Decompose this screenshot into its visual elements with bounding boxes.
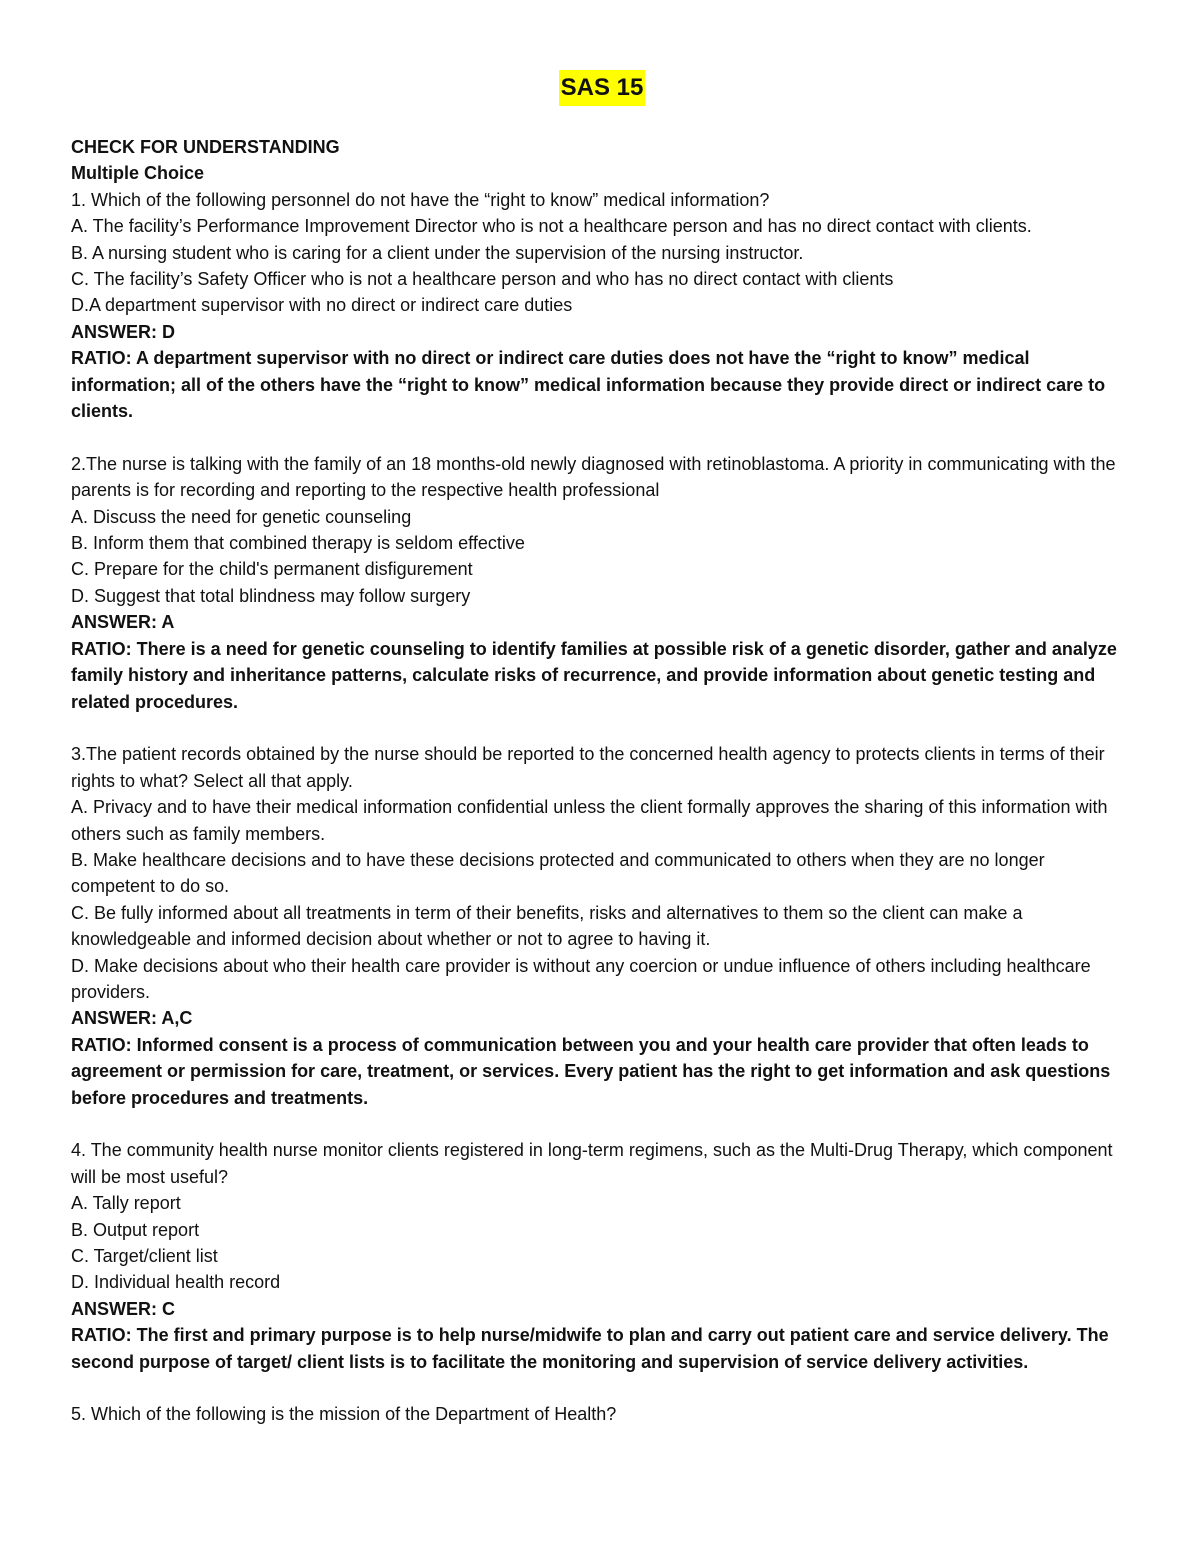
question-3 [71,741,1133,1111]
option-d: D. Suggest that total blindness may follow surgery [71,585,471,606]
title-row [71,70,1133,106]
question-stem: 1. Which of the following personnel do not have the “right to know” medical information? [71,189,770,210]
question-4 [71,1137,1133,1375]
answer-line: ANSWER: C [71,1298,175,1319]
ratio-text: RATIO: There is a need for genetic counseling to identify families at possible risk of a genetic disorder, gather and analyze family history and inheritance patterns, calculate risks of recurrence, and provide information about genetic testing and related procedures. [71,638,1117,712]
answer-line: ANSWER: A,C [71,1008,193,1029]
document-title: SAS 15 [559,70,646,106]
answer-line: ANSWER: A [71,612,175,633]
question-stem: 2.The nurse is talking with the family of an 18 months-old newly diagnosed with retinoblastoma. A priority in communicating with the parents is for recording and reporting to the respective health professional [71,453,1116,501]
option-d: D. Individual health record [71,1272,281,1293]
section-heading: CHECK FOR UNDERSTANDING [71,137,340,157]
document-page [71,70,1133,1428]
option-a: A. Discuss the need for genetic counseling [71,506,412,527]
ratio-text: RATIO: The first and primary purpose is to help nurse/midwife to plan and carry out patient care and service delivery. The second purpose of target/ client lists is to facilitate the monitoring and supervision of service delivery activities. [71,1325,1109,1372]
option-d: D. Make decisions about who their health care provider is without any coercion or undue influence of others including healthcare providers. [71,955,1091,1002]
option-c: C. Prepare for the child's permanent disfigurement [71,559,473,580]
spacer [71,1111,1133,1137]
option-c: C. Be fully informed about all treatments in term of their benefits, risks and alternatives to them so the client can make a knowledgeable and informed decision about whether or not to agree to having it. [71,902,1023,950]
question-stem: 3.The patient records obtained by the nurse should be reported to the concerned health agency to protects clients in terms of their rights to what? Select all that apply. [71,744,1105,791]
option-a: A. The facility’s Performance Improvement Director who is not a healthcare person and has no direct contact with clients. [71,216,1032,237]
question-5 [71,1401,1133,1427]
option-a: A. Privacy and to have their medical information confidential unless the client formally approves the sharing of this information with others such as family members. [71,797,1108,844]
question-2 [71,451,1133,715]
spacer [71,715,1133,741]
option-a: A. Tally report [71,1193,181,1214]
option-b: B. Inform them that combined therapy is seldom effective [71,533,525,554]
ratio-text: RATIO: Informed consent is a process of communication between you and your health care provider that often leads to agreement or permission for care, treatment, or services. Every patient has the right to get information and ask questions before procedures and treatments. [71,1034,1111,1108]
option-b: B. Output report [71,1219,200,1240]
option-d: D.A department supervisor with no direct or indirect care duties [71,295,573,316]
option-c: C. Target/client list [71,1246,218,1267]
spacer [71,1375,1133,1401]
question-stem: 4. The community health nurse monitor clients registered in long-term regimens, such as the Multi-Drug Therapy, which component will be most useful? [71,1140,1113,1187]
answer-line: ANSWER: D [71,321,175,342]
ratio-text: RATIO: A department supervisor with no direct or indirect care duties does not have the “right to know” medical information; all of the others have the “right to know” medical information because they provide direct or indirect care to clients. [71,348,1106,422]
question-stem: 5. Which of the following is the mission of the Department of Health? [71,1404,617,1425]
spacer [71,424,1133,450]
option-b: B. A nursing student who is caring for a client under the supervision of the nursing instructor. [71,242,804,263]
option-c: C. The facility’s Safety Officer who is not a healthcare person and who has no direct contact with clients [71,269,894,290]
option-b: B. Make healthcare decisions and to have these decisions protected and communicated to others when they are no longer competent to do so. [71,849,1045,897]
question-1 [71,187,1133,425]
section-subheading: Multiple Choice [71,163,205,184]
